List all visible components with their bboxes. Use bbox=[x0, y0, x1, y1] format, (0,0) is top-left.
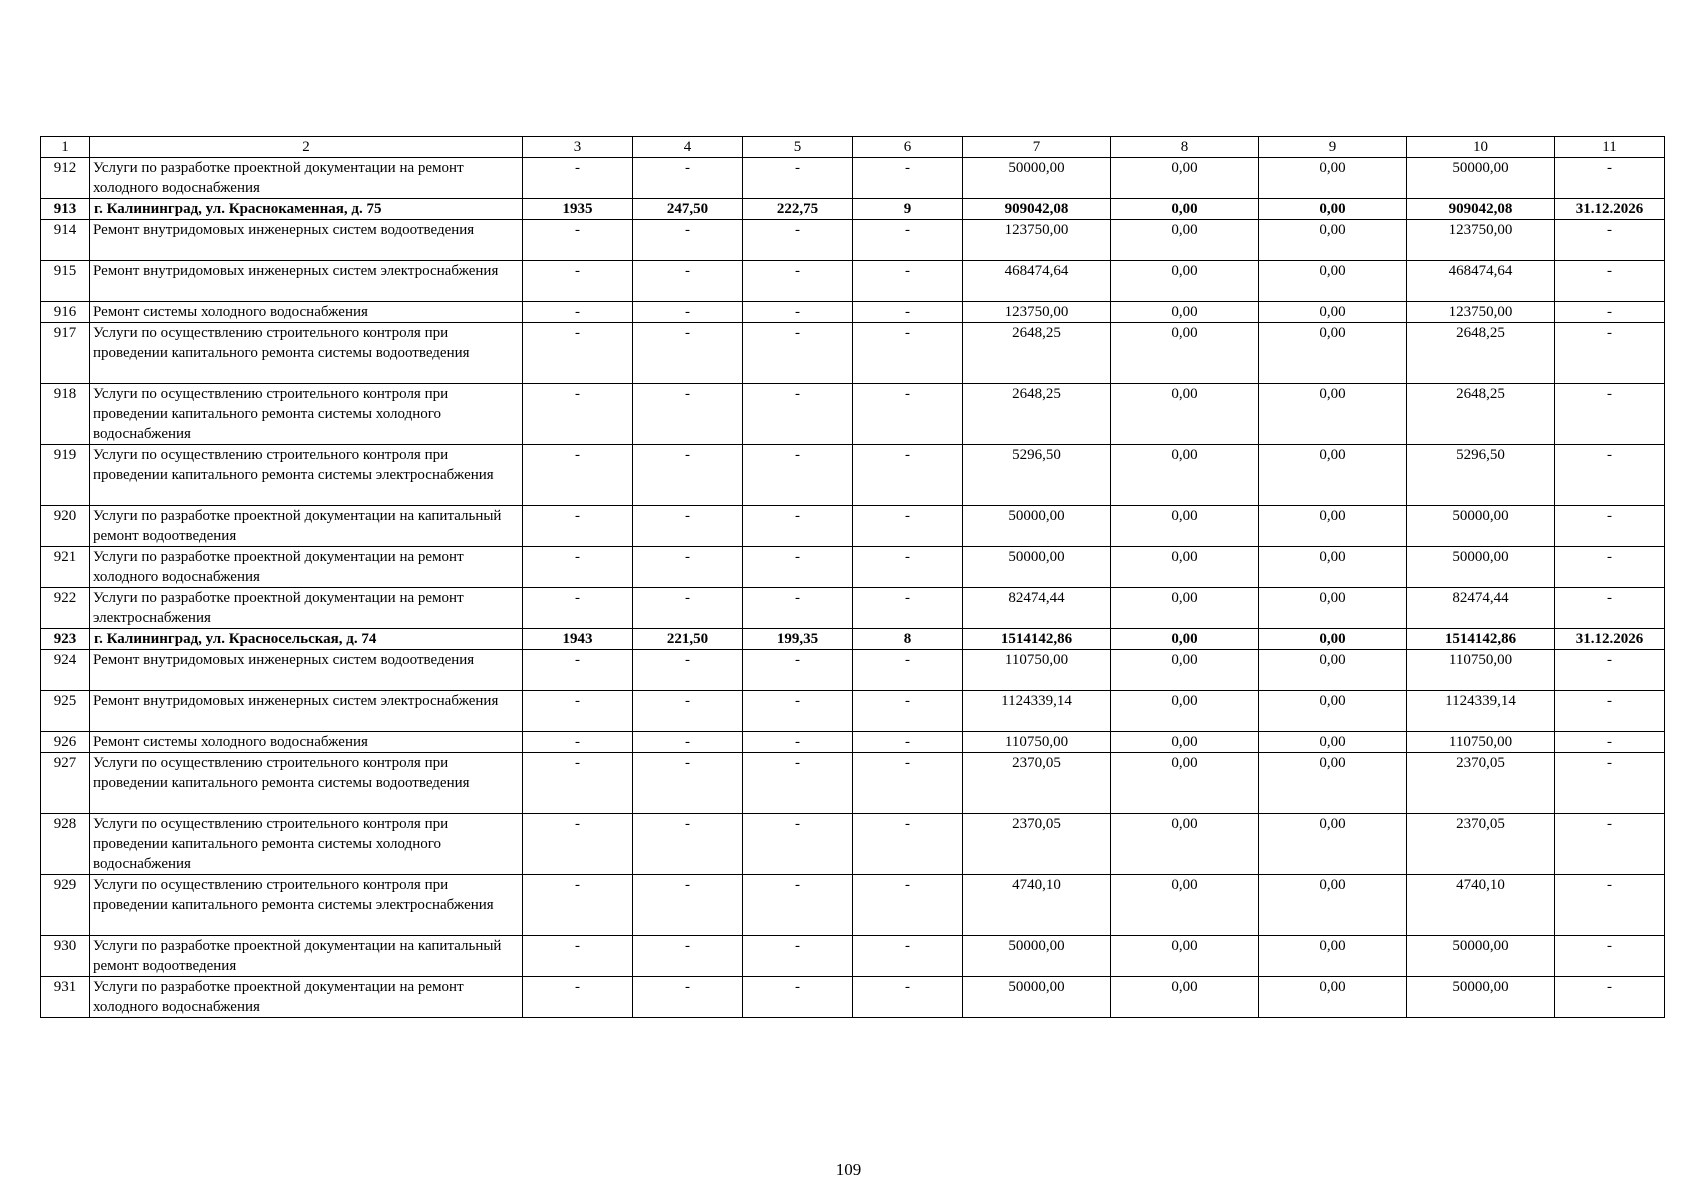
row-number-cell: 913 bbox=[41, 199, 90, 220]
table-row bbox=[41, 506, 1665, 547]
column-header: 11 bbox=[1555, 137, 1665, 158]
col-11-deadline-cell: - bbox=[1555, 588, 1665, 629]
col-6-cell: - bbox=[853, 323, 963, 384]
work-description-cell: Ремонт внутридомовых инженерных систем электроснабжения bbox=[90, 691, 523, 732]
col-11-deadline-cell: 31.12.2026 bbox=[1555, 199, 1665, 220]
col-4-cell: - bbox=[633, 814, 743, 875]
col-4-cell: - bbox=[633, 875, 743, 936]
col-11-deadline-cell: - bbox=[1555, 261, 1665, 302]
col-6-cell: - bbox=[853, 547, 963, 588]
col-11-deadline-cell: - bbox=[1555, 384, 1665, 445]
row-number-cell: 930 bbox=[41, 936, 90, 977]
col-8-amount-cell: 0,00 bbox=[1111, 936, 1259, 977]
col-7-amount-cell: 82474,44 bbox=[963, 588, 1111, 629]
col-5-cell: - bbox=[743, 588, 853, 629]
column-header: 6 bbox=[853, 137, 963, 158]
col-10-amount-cell: 50000,00 bbox=[1407, 547, 1555, 588]
col-10-amount-cell: 110750,00 bbox=[1407, 650, 1555, 691]
col-3-cell: - bbox=[523, 650, 633, 691]
col-5-cell: - bbox=[743, 875, 853, 936]
table-row bbox=[41, 158, 1665, 199]
work-description-cell: Услуги по разработке проектной документации на капитальный ремонт водоотведения bbox=[90, 936, 523, 977]
col-10-amount-cell: 123750,00 bbox=[1407, 220, 1555, 261]
page-number: 109 bbox=[835, 1160, 862, 1179]
col-9-amount-cell: 0,00 bbox=[1259, 977, 1407, 1018]
col-7-amount-cell: 1514142,86 bbox=[963, 629, 1111, 650]
col-9-amount-cell: 0,00 bbox=[1259, 445, 1407, 506]
table-row bbox=[41, 445, 1665, 506]
col-11-deadline-cell: - bbox=[1555, 547, 1665, 588]
column-header: 2 bbox=[90, 137, 523, 158]
col-5-cell: - bbox=[743, 261, 853, 302]
col-7-amount-cell: 5296,50 bbox=[963, 445, 1111, 506]
col-4-cell: - bbox=[633, 261, 743, 302]
address-row bbox=[41, 629, 1665, 650]
col-10-amount-cell: 50000,00 bbox=[1407, 158, 1555, 199]
col-3-cell: - bbox=[523, 875, 633, 936]
col-11-deadline-cell: - bbox=[1555, 650, 1665, 691]
row-number-cell: 929 bbox=[41, 875, 90, 936]
row-number-cell: 924 bbox=[41, 650, 90, 691]
col-9-amount-cell: 0,00 bbox=[1259, 302, 1407, 323]
col-4-cell: - bbox=[633, 547, 743, 588]
col-7-amount-cell: 123750,00 bbox=[963, 220, 1111, 261]
col-10-amount-cell: 50000,00 bbox=[1407, 936, 1555, 977]
column-header: 7 bbox=[963, 137, 1111, 158]
row-number-cell: 931 bbox=[41, 977, 90, 1018]
col-10-amount-cell: 2370,05 bbox=[1407, 814, 1555, 875]
col-9-amount-cell: 0,00 bbox=[1259, 547, 1407, 588]
col-10-amount-cell: 2648,25 bbox=[1407, 384, 1555, 445]
col-6-cell: - bbox=[853, 936, 963, 977]
table-row bbox=[41, 384, 1665, 445]
col-3-cell: - bbox=[523, 977, 633, 1018]
row-number-cell: 912 bbox=[41, 158, 90, 199]
work-description-cell: Услуги по разработке проектной документации на ремонт холодного водоснабжения bbox=[90, 158, 523, 199]
col-7-amount-cell: 4740,10 bbox=[963, 875, 1111, 936]
col-10-amount-cell: 909042,08 bbox=[1407, 199, 1555, 220]
work-description-cell: Услуги по осуществлению строительного контроля при проведении капитального ремонта системы холодного водоснабжения bbox=[90, 814, 523, 875]
col-3-cell: - bbox=[523, 445, 633, 506]
col-11-deadline-cell: - bbox=[1555, 936, 1665, 977]
col-6-cell: - bbox=[853, 588, 963, 629]
col-10-amount-cell: 1514142,86 bbox=[1407, 629, 1555, 650]
col-5-cell: - bbox=[743, 732, 853, 753]
col-10-amount-cell: 468474,64 bbox=[1407, 261, 1555, 302]
col-10-amount-cell: 2648,25 bbox=[1407, 323, 1555, 384]
col-4-cell: - bbox=[633, 323, 743, 384]
col-5-cell: - bbox=[743, 650, 853, 691]
col-5-cell: - bbox=[743, 936, 853, 977]
col-3-cell: - bbox=[523, 547, 633, 588]
col-3-cell: - bbox=[523, 814, 633, 875]
table-row bbox=[41, 261, 1665, 302]
column-header: 8 bbox=[1111, 137, 1259, 158]
col-9-amount-cell: 0,00 bbox=[1259, 691, 1407, 732]
col-9-amount-cell: 0,00 bbox=[1259, 936, 1407, 977]
col-3-cell: - bbox=[523, 506, 633, 547]
col-3-cell: - bbox=[523, 691, 633, 732]
col-5-cell: - bbox=[743, 158, 853, 199]
col-11-deadline-cell: - bbox=[1555, 814, 1665, 875]
address-row bbox=[41, 199, 1665, 220]
col-7-amount-cell: 110750,00 bbox=[963, 732, 1111, 753]
table-row bbox=[41, 977, 1665, 1018]
col-8-amount-cell: 0,00 bbox=[1111, 814, 1259, 875]
col-4-cell: - bbox=[633, 158, 743, 199]
col-7-amount-cell: 2370,05 bbox=[963, 814, 1111, 875]
row-number-cell: 927 bbox=[41, 753, 90, 814]
col-4-cell: - bbox=[633, 650, 743, 691]
work-description-cell: Ремонт внутридомовых инженерных систем электроснабжения bbox=[90, 261, 523, 302]
work-description-cell: Ремонт внутридомовых инженерных систем водоотведения bbox=[90, 650, 523, 691]
col-8-amount-cell: 0,00 bbox=[1111, 261, 1259, 302]
col-5-cell: - bbox=[743, 302, 853, 323]
col-9-amount-cell: 0,00 bbox=[1259, 650, 1407, 691]
row-number-cell: 921 bbox=[41, 547, 90, 588]
work-description-cell: Услуги по осуществлению строительного контроля при проведении капитального ремонта системы холодного водоснабжения bbox=[90, 384, 523, 445]
col-4-cell: - bbox=[633, 220, 743, 261]
col-7-amount-cell: 50000,00 bbox=[963, 977, 1111, 1018]
col-4-cell: - bbox=[633, 588, 743, 629]
col-4-cell: 247,50 bbox=[633, 199, 743, 220]
col-7-amount-cell: 1124339,14 bbox=[963, 691, 1111, 732]
table-row bbox=[41, 302, 1665, 323]
col-7-amount-cell: 50000,00 bbox=[963, 547, 1111, 588]
col-6-cell: - bbox=[853, 875, 963, 936]
col-11-deadline-cell: - bbox=[1555, 323, 1665, 384]
col-4-cell: - bbox=[633, 732, 743, 753]
col-11-deadline-cell: - bbox=[1555, 445, 1665, 506]
col-7-amount-cell: 2370,05 bbox=[963, 753, 1111, 814]
work-description-cell: Ремонт внутридомовых инженерных систем водоотведения bbox=[90, 220, 523, 261]
col-5-cell: - bbox=[743, 691, 853, 732]
col-11-deadline-cell: - bbox=[1555, 302, 1665, 323]
work-description-cell: Услуги по разработке проектной документации на капитальный ремонт водоотведения bbox=[90, 506, 523, 547]
row-number-cell: 920 bbox=[41, 506, 90, 547]
table-row bbox=[41, 732, 1665, 753]
col-4-cell: - bbox=[633, 691, 743, 732]
work-description-cell: г. Калининград, ул. Краснокаменная, д. 75 bbox=[90, 199, 523, 220]
column-header: 4 bbox=[633, 137, 743, 158]
col-5-cell: - bbox=[743, 445, 853, 506]
col-3-cell: - bbox=[523, 753, 633, 814]
col-10-amount-cell: 1124339,14 bbox=[1407, 691, 1555, 732]
col-7-amount-cell: 468474,64 bbox=[963, 261, 1111, 302]
col-7-amount-cell: 909042,08 bbox=[963, 199, 1111, 220]
col-10-amount-cell: 82474,44 bbox=[1407, 588, 1555, 629]
col-4-cell: - bbox=[633, 445, 743, 506]
col-9-amount-cell: 0,00 bbox=[1259, 875, 1407, 936]
table-row bbox=[41, 691, 1665, 732]
col-7-amount-cell: 2648,25 bbox=[963, 323, 1111, 384]
col-8-amount-cell: 0,00 bbox=[1111, 158, 1259, 199]
col-8-amount-cell: 0,00 bbox=[1111, 650, 1259, 691]
col-9-amount-cell: 0,00 bbox=[1259, 384, 1407, 445]
row-number-cell: 919 bbox=[41, 445, 90, 506]
col-9-amount-cell: 0,00 bbox=[1259, 199, 1407, 220]
work-description-cell: Ремонт системы холодного водоснабжения bbox=[90, 732, 523, 753]
work-description-cell: Услуги по осуществлению строительного контроля при проведении капитального ремонта системы электроснабжения bbox=[90, 875, 523, 936]
col-6-cell: - bbox=[853, 445, 963, 506]
col-8-amount-cell: 0,00 bbox=[1111, 199, 1259, 220]
col-6-cell: - bbox=[853, 384, 963, 445]
col-5-cell: - bbox=[743, 384, 853, 445]
col-3-cell: - bbox=[523, 936, 633, 977]
col-4-cell: - bbox=[633, 936, 743, 977]
table-row bbox=[41, 220, 1665, 261]
row-number-cell: 916 bbox=[41, 302, 90, 323]
work-description-cell: Услуги по осуществлению строительного контроля при проведении капитального ремонта системы электроснабжения bbox=[90, 445, 523, 506]
col-5-cell: - bbox=[743, 220, 853, 261]
column-header: 5 bbox=[743, 137, 853, 158]
col-3-cell: - bbox=[523, 732, 633, 753]
row-number-cell: 928 bbox=[41, 814, 90, 875]
col-8-amount-cell: 0,00 bbox=[1111, 302, 1259, 323]
col-4-cell: 221,50 bbox=[633, 629, 743, 650]
col-6-cell: 9 bbox=[853, 199, 963, 220]
table-row bbox=[41, 936, 1665, 977]
table-body bbox=[41, 158, 1665, 1018]
col-9-amount-cell: 0,00 bbox=[1259, 158, 1407, 199]
col-8-amount-cell: 0,00 bbox=[1111, 732, 1259, 753]
column-header: 1 bbox=[41, 137, 90, 158]
col-10-amount-cell: 50000,00 bbox=[1407, 506, 1555, 547]
col-11-deadline-cell: - bbox=[1555, 158, 1665, 199]
col-11-deadline-cell: - bbox=[1555, 691, 1665, 732]
col-6-cell: - bbox=[853, 753, 963, 814]
col-3-cell: - bbox=[523, 384, 633, 445]
col-5-cell: 222,75 bbox=[743, 199, 853, 220]
row-number-cell: 915 bbox=[41, 261, 90, 302]
col-11-deadline-cell: - bbox=[1555, 977, 1665, 1018]
col-9-amount-cell: 0,00 bbox=[1259, 588, 1407, 629]
capital-repair-table bbox=[40, 136, 1665, 1018]
table-row bbox=[41, 547, 1665, 588]
col-4-cell: - bbox=[633, 753, 743, 814]
col-3-cell: 1935 bbox=[523, 199, 633, 220]
row-number-cell: 918 bbox=[41, 384, 90, 445]
col-11-deadline-cell: - bbox=[1555, 753, 1665, 814]
column-number-row bbox=[41, 137, 1665, 158]
col-5-cell: 199,35 bbox=[743, 629, 853, 650]
col-3-cell: - bbox=[523, 302, 633, 323]
col-6-cell: - bbox=[853, 977, 963, 1018]
col-6-cell: - bbox=[853, 732, 963, 753]
column-header: 10 bbox=[1407, 137, 1555, 158]
col-9-amount-cell: 0,00 bbox=[1259, 323, 1407, 384]
col-11-deadline-cell: - bbox=[1555, 732, 1665, 753]
row-number-cell: 923 bbox=[41, 629, 90, 650]
work-description-cell: Услуги по осуществлению строительного контроля при проведении капитального ремонта системы водоотведения bbox=[90, 753, 523, 814]
col-3-cell: - bbox=[523, 323, 633, 384]
work-description-cell: г. Калининград, ул. Красносельская, д. 74 bbox=[90, 629, 523, 650]
col-5-cell: - bbox=[743, 814, 853, 875]
col-11-deadline-cell: - bbox=[1555, 875, 1665, 936]
row-number-cell: 922 bbox=[41, 588, 90, 629]
col-5-cell: - bbox=[743, 506, 853, 547]
row-number-cell: 914 bbox=[41, 220, 90, 261]
col-6-cell: - bbox=[853, 158, 963, 199]
work-description-cell: Услуги по разработке проектной документации на ремонт холодного водоснабжения bbox=[90, 547, 523, 588]
col-5-cell: - bbox=[743, 323, 853, 384]
table-row bbox=[41, 323, 1665, 384]
col-6-cell: - bbox=[853, 650, 963, 691]
col-5-cell: - bbox=[743, 977, 853, 1018]
col-8-amount-cell: 0,00 bbox=[1111, 977, 1259, 1018]
work-description-cell: Услуги по разработке проектной документации на ремонт электроснабжения bbox=[90, 588, 523, 629]
col-6-cell: 8 bbox=[853, 629, 963, 650]
col-6-cell: - bbox=[853, 506, 963, 547]
col-8-amount-cell: 0,00 bbox=[1111, 629, 1259, 650]
col-5-cell: - bbox=[743, 753, 853, 814]
work-description-cell: Ремонт системы холодного водоснабжения bbox=[90, 302, 523, 323]
col-7-amount-cell: 50000,00 bbox=[963, 158, 1111, 199]
col-11-deadline-cell: 31.12.2026 bbox=[1555, 629, 1665, 650]
col-8-amount-cell: 0,00 bbox=[1111, 323, 1259, 384]
col-8-amount-cell: 0,00 bbox=[1111, 875, 1259, 936]
table-row bbox=[41, 814, 1665, 875]
col-9-amount-cell: 0,00 bbox=[1259, 220, 1407, 261]
col-8-amount-cell: 0,00 bbox=[1111, 753, 1259, 814]
col-6-cell: - bbox=[853, 220, 963, 261]
col-10-amount-cell: 5296,50 bbox=[1407, 445, 1555, 506]
col-3-cell: - bbox=[523, 261, 633, 302]
col-10-amount-cell: 110750,00 bbox=[1407, 732, 1555, 753]
table-row bbox=[41, 588, 1665, 629]
col-9-amount-cell: 0,00 bbox=[1259, 629, 1407, 650]
col-8-amount-cell: 0,00 bbox=[1111, 445, 1259, 506]
col-9-amount-cell: 0,00 bbox=[1259, 753, 1407, 814]
col-7-amount-cell: 123750,00 bbox=[963, 302, 1111, 323]
col-9-amount-cell: 0,00 bbox=[1259, 506, 1407, 547]
col-4-cell: - bbox=[633, 302, 743, 323]
row-number-cell: 917 bbox=[41, 323, 90, 384]
col-8-amount-cell: 0,00 bbox=[1111, 384, 1259, 445]
col-5-cell: - bbox=[743, 547, 853, 588]
col-6-cell: - bbox=[853, 691, 963, 732]
table-row bbox=[41, 875, 1665, 936]
col-4-cell: - bbox=[633, 977, 743, 1018]
col-10-amount-cell: 50000,00 bbox=[1407, 977, 1555, 1018]
col-7-amount-cell: 50000,00 bbox=[963, 506, 1111, 547]
col-7-amount-cell: 50000,00 bbox=[963, 936, 1111, 977]
row-number-cell: 925 bbox=[41, 691, 90, 732]
col-8-amount-cell: 0,00 bbox=[1111, 547, 1259, 588]
row-number-cell: 926 bbox=[41, 732, 90, 753]
col-8-amount-cell: 0,00 bbox=[1111, 588, 1259, 629]
col-10-amount-cell: 123750,00 bbox=[1407, 302, 1555, 323]
col-6-cell: - bbox=[853, 814, 963, 875]
col-11-deadline-cell: - bbox=[1555, 506, 1665, 547]
col-10-amount-cell: 4740,10 bbox=[1407, 875, 1555, 936]
col-8-amount-cell: 0,00 bbox=[1111, 220, 1259, 261]
work-description-cell: Услуги по разработке проектной документации на ремонт холодного водоснабжения bbox=[90, 977, 523, 1018]
table-row bbox=[41, 753, 1665, 814]
work-description-cell: Услуги по осуществлению строительного контроля при проведении капитального ремонта системы водоотведения bbox=[90, 323, 523, 384]
col-7-amount-cell: 2648,25 bbox=[963, 384, 1111, 445]
column-header: 9 bbox=[1259, 137, 1407, 158]
col-9-amount-cell: 0,00 bbox=[1259, 814, 1407, 875]
col-3-cell: - bbox=[523, 588, 633, 629]
col-7-amount-cell: 110750,00 bbox=[963, 650, 1111, 691]
col-8-amount-cell: 0,00 bbox=[1111, 506, 1259, 547]
col-6-cell: - bbox=[853, 302, 963, 323]
col-3-cell: - bbox=[523, 220, 633, 261]
col-9-amount-cell: 0,00 bbox=[1259, 261, 1407, 302]
col-8-amount-cell: 0,00 bbox=[1111, 691, 1259, 732]
col-11-deadline-cell: - bbox=[1555, 220, 1665, 261]
col-10-amount-cell: 2370,05 bbox=[1407, 753, 1555, 814]
col-4-cell: - bbox=[633, 384, 743, 445]
col-3-cell: 1943 bbox=[523, 629, 633, 650]
column-header: 3 bbox=[523, 137, 633, 158]
table-row bbox=[41, 650, 1665, 691]
col-6-cell: - bbox=[853, 261, 963, 302]
col-3-cell: - bbox=[523, 158, 633, 199]
col-4-cell: - bbox=[633, 506, 743, 547]
col-9-amount-cell: 0,00 bbox=[1259, 732, 1407, 753]
